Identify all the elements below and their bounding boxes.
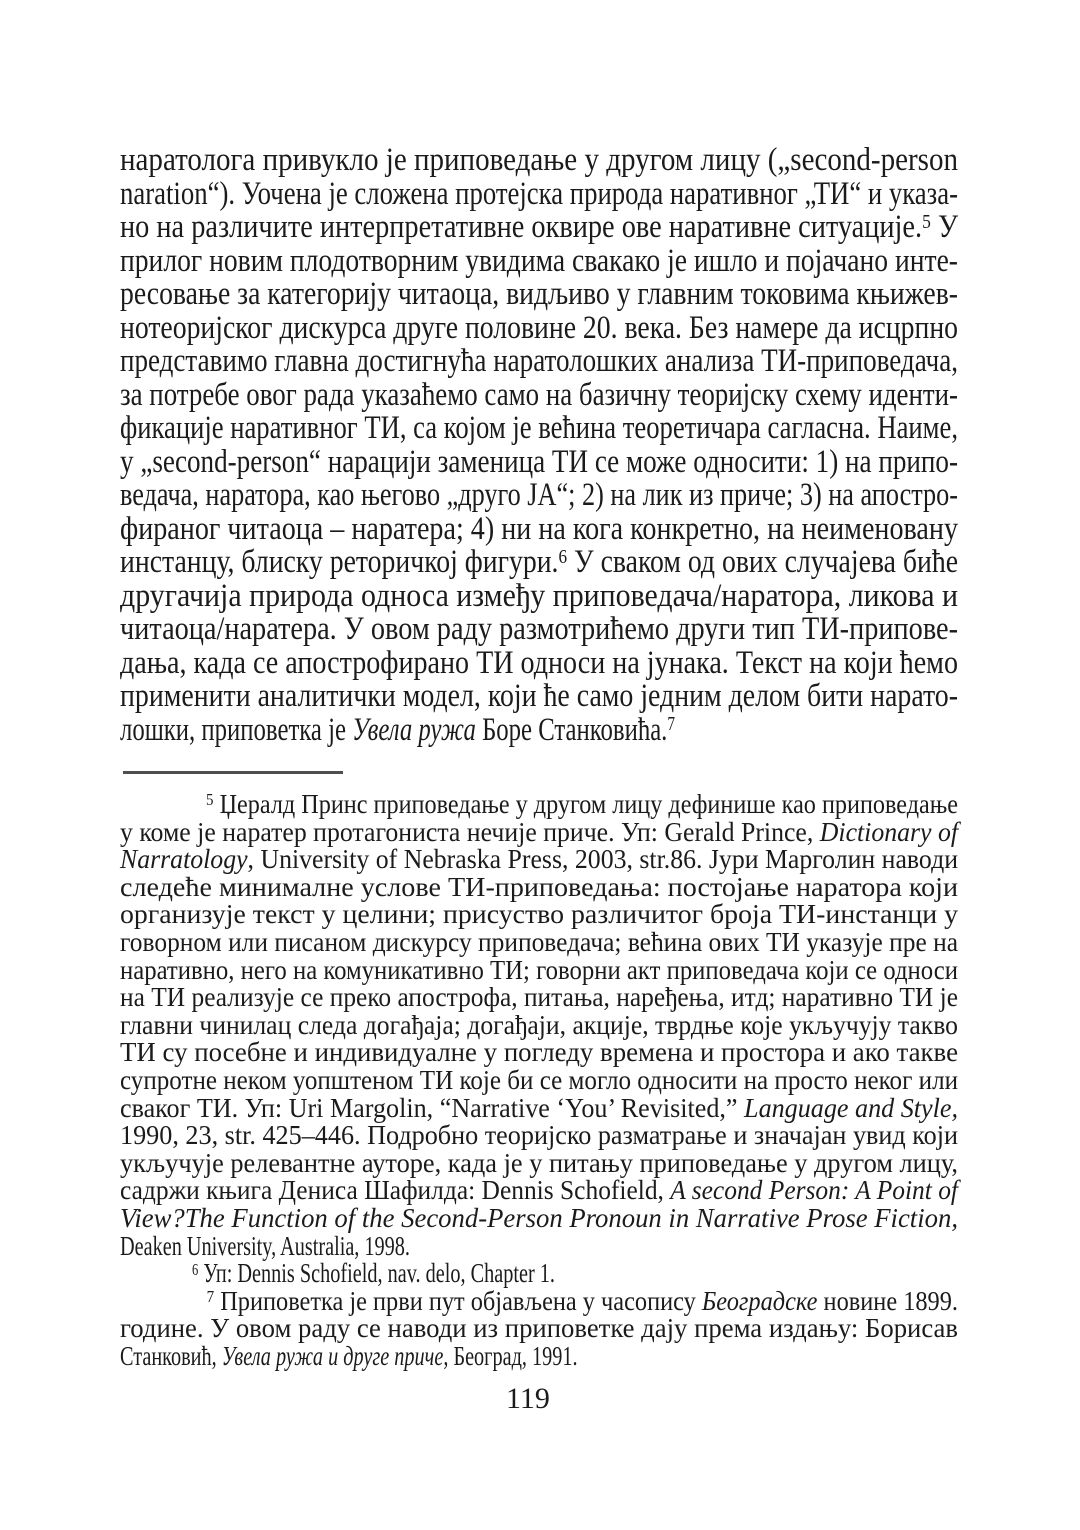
text-segment: Џералд Принс приповедање у другом лицу дефинише као приповедање: [213, 789, 958, 819]
footnote-line-14: [120, 1147, 958, 1178]
text-segment: сваког ТИ. Уп: Uri Margolin, “Narrative ‘You’ Revisited,”: [120, 1092, 745, 1123]
footnote-ref-7: 7: [206, 1287, 215, 1307]
text-segment: 1990, 23, str. 425–446. Подробно теоријско разматрање и значајан увид који: [120, 1120, 958, 1151]
text-segment: новине 1899.: [817, 1285, 958, 1316]
main-line-14: [120, 577, 958, 614]
text-segment: садржи књига Дениса Шафилда: Dennis Schofield,: [120, 1175, 671, 1206]
text-segment: Language and Style,: [744, 1092, 958, 1123]
footnote-line-18: [120, 1260, 555, 1288]
text-segment: ресовање за категорију читаоца, видљиво у главним токовима књижев-: [120, 276, 958, 312]
main-line-16: [120, 644, 958, 681]
footnote-ref-7: 7: [667, 713, 676, 736]
page-number: 119: [506, 1382, 550, 1415]
footnotes-block: [120, 791, 1055, 1370]
text-segment: Narratology: [120, 844, 248, 875]
footnote-line-4: [120, 871, 958, 902]
text-segment: нотеоријског дискурса друге половине 20. века. Без намере да исцрпно: [120, 309, 958, 346]
text-segment: Увела ружа и друге приче: [221, 1340, 444, 1371]
main-line-3: [120, 211, 958, 245]
footnote-line-21: [120, 1340, 578, 1371]
text-segment: прилог новим плодотворним увидима свакако је ишло и појачано инте-: [120, 242, 958, 279]
text-segment: организује текст у целини; присуство различитог броја ТИ-инстанци у: [120, 899, 958, 930]
text-segment: , University of Nebraska Press, 2003, str.86. Јури Марголин наводи: [247, 844, 958, 875]
text-segment: говорном или писаном дискурсу приповедача; већина ових ТИ указује пре на: [120, 926, 958, 957]
text-segment: наратолога привукло је приповедање у другом лицу („second-person: [120, 142, 958, 178]
text-segment: следеће минималне услове ТИ-приповедања: постојање наратора који: [120, 871, 958, 902]
footnote-line-2: [120, 816, 958, 847]
footnote-line-16: [120, 1202, 958, 1233]
text-segment: фикације наративног ТИ, са којом је већина теоретичара сагласна. Наиме,: [120, 410, 958, 446]
text-segment: године. У овом раду се наводи из приповетке дају према издању: Борисав: [120, 1313, 958, 1344]
text-segment: наративно, него на комуникативно ТИ; говорни акт приповедача који се односи: [120, 954, 958, 985]
footnote-ref-6: 6: [558, 545, 568, 568]
text-segment: У сваком од ових случајева биће: [567, 544, 958, 580]
footnote-line-9: [120, 1009, 958, 1040]
main-text-block: [120, 144, 1080, 747]
main-line-1: [120, 144, 958, 178]
text-segment: у „second-person“ нарацији заменица ТИ се може односити: 1) на припо-: [120, 443, 958, 480]
main-line-6: [120, 309, 958, 346]
footnote-line-10: [120, 1039, 958, 1067]
main-line-2: [120, 175, 958, 212]
main-line-4: [120, 242, 958, 279]
footnote-ref-6: 6: [192, 1259, 199, 1279]
text-segment: Приповетка је први пут објављена у часопису: [214, 1285, 702, 1316]
text-segment: Увела ружа: [352, 711, 476, 748]
text-segment: Београдске: [701, 1285, 818, 1316]
footnote-line-1: [120, 791, 958, 819]
text-segment: Deaken University, Australia, 1998.: [120, 1230, 411, 1261]
footnote-line-11: [120, 1064, 958, 1095]
text-segment: другачија природа односа између приповедача/наратора, ликова и: [120, 577, 958, 614]
main-line-7: [120, 345, 958, 379]
text-segment: naration“). Уочена је сложена протејска природа наративног „ТИ“ и указа-: [120, 175, 958, 212]
main-line-11: [120, 479, 958, 513]
text-segment: ТИ су посебне и индивидуалне у погледу времена и простора и ако такве: [120, 1037, 958, 1068]
text-segment: у коме је наратер протагониста нечије приче. Уп: Gerald Prince,: [120, 816, 820, 847]
text-segment: Уп: Dennis Schofield, nav. delo, Chapter 1.: [198, 1258, 555, 1289]
text-segment: фираног читаоца – наратера; 4) ни на кога конкретно, на неименовану: [120, 510, 958, 547]
text-segment: Боре Станковића.: [475, 711, 668, 748]
text-segment: У: [930, 209, 958, 245]
main-line-18: [120, 711, 676, 748]
main-line-13: [120, 546, 958, 580]
footnote-line-7: [120, 954, 958, 985]
text-segment: ведача, наратора, као његово „друго ЈА“; 2) на лик из приче; 3) на апостро-: [120, 477, 958, 513]
footnote-ref-5: 5: [922, 210, 931, 233]
text-segment: супротне неком уопштеном ТИ које би се могло односити на просто неког или: [120, 1064, 958, 1095]
text-segment: на ТИ реализује се преко апострофа, питања, наређења, итд; наративно ТИ је: [120, 982, 958, 1013]
text-segment: View?The Function of the Second-Person Pronoun in Narrative Prose Fiction,: [120, 1202, 958, 1233]
main-line-10: [120, 443, 958, 480]
main-line-12: [120, 510, 958, 547]
text-segment: читаоца/наратера. У овом раду размотрићемо други тип ТИ-припове-: [120, 611, 958, 647]
text-segment: применити аналитички модел, који ће само једним делом бити нарато-: [120, 678, 958, 714]
text-segment: представимо главна достигнућа наратолошких анализа ТИ-приповедача,: [120, 343, 958, 379]
footnote-line-8: [120, 984, 958, 1012]
main-line-17: [120, 680, 958, 714]
text-segment: укључује релевантне ауторе, када је у питању приповедање у другом лицу,: [120, 1147, 958, 1178]
footnote-line-19: [120, 1285, 958, 1316]
main-line-15: [120, 613, 958, 647]
footnote-line-3: [120, 846, 958, 874]
text-segment: дања, када се апострофирано ТИ односи на јунака. Текст на који ћемо: [120, 644, 958, 681]
text-segment: за потребе овог рада указаћемо само на базичну теоријску схему иденти-: [120, 376, 958, 413]
text-segment: главни чинилац следа догађаја; догађаји, акције, тврдње које укључују такво: [120, 1009, 958, 1040]
text-segment: инстанцу, блиску реторичкој фигури.: [120, 544, 559, 580]
text-segment: Dictionary of: [819, 816, 958, 847]
text-segment: лошки, приповетка је: [120, 711, 353, 748]
footnote-line-12: [120, 1092, 958, 1123]
footnote-line-15: [120, 1177, 958, 1205]
footnote-line-20: [120, 1315, 958, 1343]
footnote-line-6: [120, 926, 958, 957]
main-line-9: [120, 412, 958, 446]
text-segment: Станковић,: [120, 1340, 222, 1371]
footnote-separator: [123, 771, 343, 774]
footnote-line-5: [120, 901, 958, 929]
footnote-ref-5: 5: [206, 790, 214, 810]
text-segment: A second Person: A Point of: [670, 1175, 958, 1206]
footnote-line-13: [120, 1122, 958, 1150]
text-segment: , Београд, 1991.: [443, 1340, 578, 1371]
main-line-8: [120, 376, 958, 413]
main-line-5: [120, 278, 958, 312]
text-segment: но на различите интерпретативне оквире ове наративне ситуације.: [120, 209, 923, 245]
footnote-line-17: [120, 1230, 411, 1261]
